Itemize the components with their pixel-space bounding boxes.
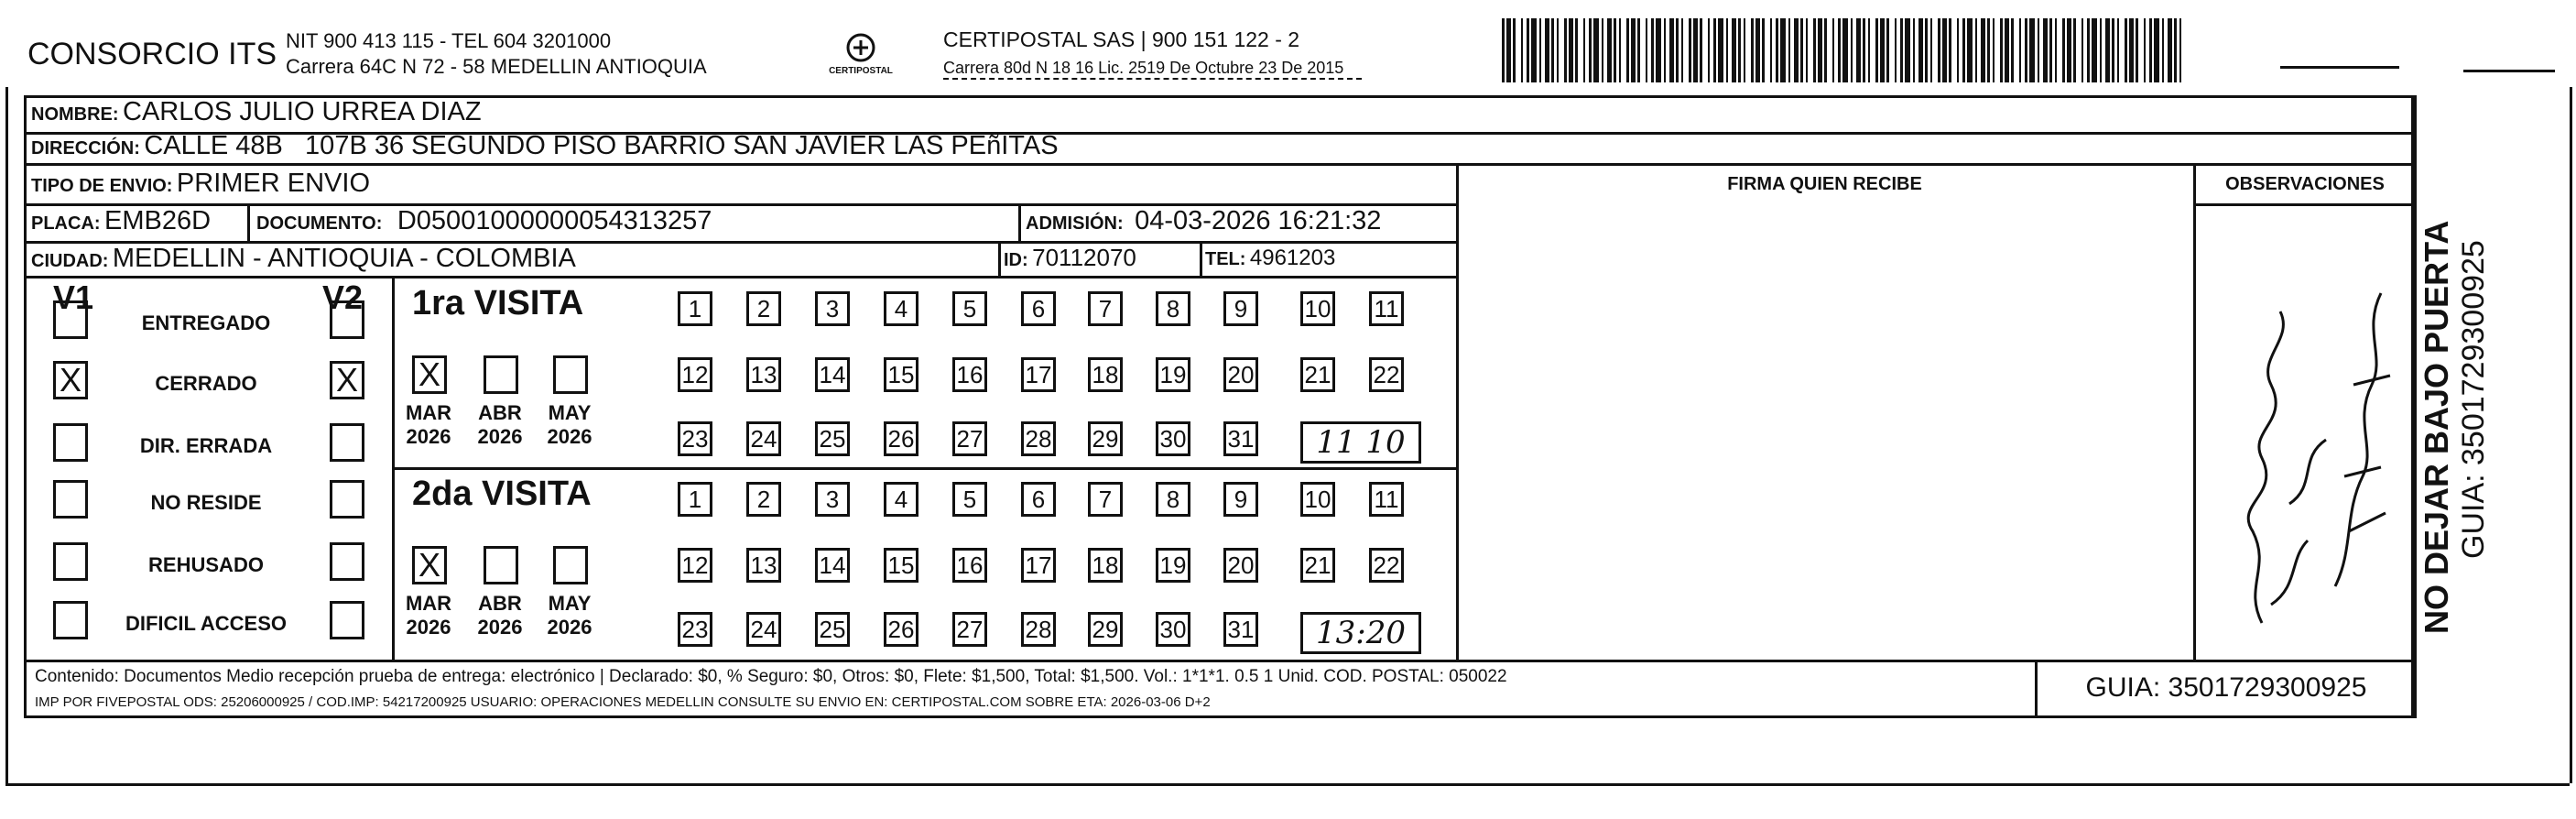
month-year: 2026 xyxy=(547,425,592,448)
month-checkbox[interactable] xyxy=(553,355,588,394)
barcode-bar xyxy=(1506,18,1511,82)
day-box[interactable]: 25 xyxy=(815,421,850,456)
month-year: 2026 xyxy=(406,425,451,448)
company-name: CONSORCIO ITS xyxy=(27,37,277,71)
day-box[interactable]: 3 xyxy=(815,291,850,326)
barcode-bar xyxy=(1513,18,1516,82)
barcode-bar xyxy=(2062,18,2065,82)
barcode-bar xyxy=(1930,18,1932,82)
day-box[interactable]: 18 xyxy=(1088,548,1123,583)
barcode-bar xyxy=(1726,18,1728,82)
barcode-bar xyxy=(2162,18,2164,82)
barcode-bar xyxy=(2168,18,2172,82)
divider xyxy=(247,203,250,242)
divider xyxy=(24,276,1457,278)
company-address: Carrera 64C N 72 - 58 MEDELLIN ANTIOQUIA xyxy=(286,55,707,78)
company-nit: NIT 900 413 115 - TEL 604 3201000 xyxy=(286,29,612,52)
month-label xyxy=(542,401,597,449)
day-box[interactable]: 31 xyxy=(1223,421,1258,456)
day-box[interactable]: 15 xyxy=(884,357,918,392)
barcode-bar xyxy=(2136,18,2138,82)
day-box[interactable]: 25 xyxy=(815,612,850,647)
divider xyxy=(5,87,8,783)
handwritten-time: 11 10 xyxy=(1300,421,1421,464)
barcode-bar xyxy=(1669,18,1674,82)
month-name: MAR xyxy=(405,592,452,615)
month-name: ABR xyxy=(478,401,522,424)
barcode-bar xyxy=(1780,18,1786,82)
day-box[interactable]: 20 xyxy=(1223,548,1258,583)
barcode-bar xyxy=(1676,18,1679,82)
v1-checkbox[interactable] xyxy=(53,300,88,339)
day-box[interactable]: 23 xyxy=(678,612,712,647)
barcode-bar xyxy=(1957,18,1959,82)
barcode-bar xyxy=(1818,18,1822,82)
barcode-bar xyxy=(1824,18,1827,82)
month-label xyxy=(401,592,456,639)
day-box[interactable]: 13 xyxy=(746,357,781,392)
admission-cell xyxy=(1026,206,1381,236)
day-box[interactable]: 29 xyxy=(1088,612,1123,647)
city-cell xyxy=(31,244,576,274)
day-box[interactable]: 4 xyxy=(884,482,918,517)
barcode-bar xyxy=(2144,18,2146,82)
barcode-bar xyxy=(1856,18,1861,82)
day-box[interactable]: 26 xyxy=(884,612,918,647)
day-box[interactable]: 16 xyxy=(952,548,987,583)
barcode-bar xyxy=(1708,18,1710,82)
barcode-bar xyxy=(1981,18,1985,82)
barcode-bar xyxy=(1993,18,1994,82)
barcode-bar xyxy=(1880,18,1885,82)
month-label xyxy=(473,592,527,639)
barcode-bar xyxy=(1842,18,1848,82)
barcode-bar xyxy=(1938,18,1940,82)
day-box[interactable]: 27 xyxy=(952,612,987,647)
barcode-bar xyxy=(1949,18,1951,82)
day-box[interactable]: 1 xyxy=(678,482,712,517)
barcode-bar xyxy=(2100,18,2102,82)
day-box[interactable]: 13 xyxy=(746,548,781,583)
month-name: MAY xyxy=(548,401,592,424)
day-box[interactable]: 17 xyxy=(1021,548,1056,583)
month-checkbox[interactable]: X xyxy=(412,355,447,394)
barcode-bar xyxy=(1602,18,1603,82)
day-box[interactable]: 8 xyxy=(1156,482,1190,517)
barcode-bar xyxy=(1656,18,1661,82)
barcode-bar xyxy=(2154,18,2159,82)
visit-title: 1ra VISITA xyxy=(412,284,584,322)
month-checkbox[interactable] xyxy=(553,546,588,584)
v1-checkbox[interactable] xyxy=(53,480,88,519)
tel-cell xyxy=(1205,246,1335,271)
barcode-bar xyxy=(1762,18,1765,82)
day-box[interactable]: 30 xyxy=(1156,421,1190,456)
barcode-bar xyxy=(1626,18,1629,82)
barcode-bar xyxy=(1664,18,1666,82)
barcode-bar xyxy=(2005,18,2009,82)
day-box[interactable]: 19 xyxy=(1156,548,1190,583)
barcode-bar xyxy=(1575,18,1578,82)
day-box[interactable]: 3 xyxy=(815,482,850,517)
status-option-label: DIR. ERRADA xyxy=(139,434,273,457)
barcode-bar xyxy=(1557,18,1559,82)
signature-header: FIRMA QUIEN RECIBE xyxy=(1727,174,1922,194)
plate-cell xyxy=(31,206,211,236)
send-type-row xyxy=(31,169,370,199)
barcode-bar xyxy=(2073,18,2076,82)
barcode-bar xyxy=(2087,18,2090,82)
day-box[interactable]: 1 xyxy=(678,291,712,326)
v2-checkbox[interactable] xyxy=(330,300,364,339)
barcode-bar xyxy=(1776,18,1778,82)
barcode-bar xyxy=(2129,18,2134,82)
day-box[interactable]: 4 xyxy=(884,291,918,326)
barcode-bar xyxy=(1569,18,1573,82)
day-box[interactable]: 14 xyxy=(815,357,850,392)
day-box[interactable]: 28 xyxy=(1021,421,1056,456)
barcode-bar xyxy=(1502,18,1505,82)
barcode-bar xyxy=(1913,18,1915,82)
barcode-bar xyxy=(1521,18,1523,82)
day-box[interactable]: 5 xyxy=(952,482,987,517)
day-box[interactable]: 21 xyxy=(1300,357,1335,392)
barcode-bar xyxy=(1651,18,1654,82)
barcode-bar xyxy=(2067,18,2071,82)
barcode-bar xyxy=(1751,18,1754,82)
day-box[interactable]: 10 xyxy=(1300,291,1335,326)
day-box[interactable]: 20 xyxy=(1223,357,1258,392)
barcode-bar xyxy=(1900,18,1903,82)
barcode-bar xyxy=(1589,18,1592,82)
admission-label: ADMISIÓN: xyxy=(1026,213,1124,234)
barcode-bar xyxy=(1718,18,1723,82)
barcode-bar xyxy=(1614,18,1616,82)
month-year: 2026 xyxy=(477,425,523,448)
send-type: PRIMER ENVIO xyxy=(176,169,371,198)
admission-value: 04-03-2026 16:21:32 xyxy=(1135,206,1382,235)
status-option-label: CERRADO xyxy=(155,372,257,395)
barcode-bar xyxy=(2112,18,2114,82)
status-option-label: REHUSADO xyxy=(148,553,264,576)
day-box[interactable]: 10 xyxy=(1300,482,1335,517)
divider xyxy=(2414,95,2417,718)
barcode-bar xyxy=(1918,18,1923,82)
barcode-bar xyxy=(1583,18,1585,82)
barcode-bar xyxy=(1905,18,1910,82)
recipient-name: CARLOS JULIO URREA DIAZ xyxy=(123,97,482,126)
day-box[interactable]: 18 xyxy=(1088,357,1123,392)
v1-checkbox[interactable] xyxy=(53,423,88,462)
day-box[interactable]: 23 xyxy=(678,421,712,456)
barcode-bar xyxy=(2011,18,2014,82)
barcode-bar xyxy=(1700,18,1702,82)
day-box[interactable]: 9 xyxy=(1223,482,1258,517)
v2-checkbox[interactable] xyxy=(330,601,364,639)
observations-header: OBSERVACIONES xyxy=(2225,174,2385,194)
day-box[interactable]: 12 xyxy=(678,357,712,392)
barcode-bar xyxy=(1619,18,1621,82)
divider xyxy=(998,241,1001,276)
barcode-bar xyxy=(1637,18,1640,82)
day-box[interactable]: 5 xyxy=(952,291,987,326)
v1-label: V1 xyxy=(53,278,94,316)
id-cell xyxy=(1004,244,1136,272)
barcode-bar xyxy=(1732,18,1736,82)
status-option-label: NO RESIDE xyxy=(150,491,262,514)
city-value: MEDELLIN - ANTIOQUIA - COLOMBIA xyxy=(112,244,576,273)
barcode-bar xyxy=(1539,18,1541,82)
tel-label: TEL: xyxy=(1205,249,1246,269)
barcode-bar xyxy=(1631,18,1636,82)
month-year: 2026 xyxy=(477,616,523,639)
barcode-bar xyxy=(2092,18,2097,82)
day-box[interactable]: 22 xyxy=(1369,357,1404,392)
day-box[interactable]: 2 xyxy=(746,482,781,517)
day-box[interactable]: 9 xyxy=(1223,291,1258,326)
day-box[interactable]: 7 xyxy=(1088,482,1123,517)
day-box[interactable]: 21 xyxy=(1300,548,1335,583)
divider xyxy=(392,467,1456,470)
v2-label: V2 xyxy=(322,278,364,316)
day-box[interactable]: 29 xyxy=(1088,421,1123,456)
footer-guide: GUIA: 3501729300925 xyxy=(2085,672,2367,703)
barcode-bar xyxy=(1967,18,1973,82)
v2-checkbox[interactable] xyxy=(330,542,364,581)
divider xyxy=(2570,87,2572,783)
recipient-name-row xyxy=(31,97,482,127)
recipient-address-row xyxy=(31,131,1059,161)
month-year: 2026 xyxy=(406,616,451,639)
barcode-bar xyxy=(1832,18,1834,82)
barcode-bar xyxy=(2038,18,2039,82)
plate-label: PLACA: xyxy=(31,213,101,234)
v1-checkbox[interactable] xyxy=(53,542,88,581)
divider xyxy=(5,783,2570,786)
barcode-bar xyxy=(1851,18,1853,82)
day-box[interactable]: 6 xyxy=(1021,291,1056,326)
barcode-bar xyxy=(1794,18,1799,82)
barcode-bar xyxy=(1551,18,1554,82)
divider xyxy=(2193,203,2413,206)
month-checkbox[interactable]: X xyxy=(412,546,447,584)
barcode-bar xyxy=(1895,18,1897,82)
side-warning: NO DEJAR BAJO PUERTA xyxy=(2418,220,2455,634)
barcode-bar xyxy=(2055,18,2057,82)
divider xyxy=(2035,660,2038,718)
barcode-bar xyxy=(1886,18,1889,82)
day-box[interactable]: 11 xyxy=(1369,482,1404,517)
barcode-bar xyxy=(1738,18,1741,82)
day-box[interactable]: 27 xyxy=(952,421,987,456)
carrier-name: CERTIPOSTAL SAS | 900 151 122 - 2 xyxy=(943,27,1300,51)
send-type-label: TIPO DE ENVIO: xyxy=(31,176,173,196)
barcode-bar xyxy=(1531,18,1537,82)
carrier-address: Carrera 80d N 18 16 Lic. 2519 De Octubre 23 De 2015 xyxy=(943,59,1362,80)
barcode-bar xyxy=(1689,18,1691,82)
barcode-bar xyxy=(2049,18,2052,82)
print-line: IMP POR FIVEPOSTAL ODS: 25206000925 / COD.IMP: 54217200925 USUARIO: OPERACIONES MEDELLIN CONSULTE SU ENVIO EN: CERTIPOSTAL.COM SOBRE ETA: 2026-03-06 D+2 xyxy=(35,694,1211,710)
barcode-bar xyxy=(2117,18,2119,82)
barcode-bar xyxy=(1987,18,1990,82)
barcode-bar xyxy=(1593,18,1599,82)
day-box[interactable]: 16 xyxy=(952,357,987,392)
divider xyxy=(1018,203,1021,242)
id-value: 70112070 xyxy=(1032,244,1136,271)
month-checkbox[interactable] xyxy=(484,546,518,584)
v1-checkbox[interactable]: X xyxy=(53,361,88,399)
barcode-bar xyxy=(2081,18,2083,82)
v1-checkbox[interactable] xyxy=(53,601,88,639)
barcode-bar xyxy=(1755,18,1760,82)
barcode-bar xyxy=(1607,18,1612,82)
barcode-bar xyxy=(2029,18,2035,82)
day-box[interactable]: 30 xyxy=(1156,612,1190,647)
barcode-bar xyxy=(1646,18,1647,82)
month-year: 2026 xyxy=(547,616,592,639)
day-box[interactable]: 24 xyxy=(746,612,781,647)
month-label xyxy=(401,401,456,449)
divider xyxy=(2463,70,2555,72)
barcode-icon xyxy=(1502,18,2189,82)
id-label: ID: xyxy=(1004,250,1028,270)
barcode-bar xyxy=(2105,18,2110,82)
barcode-bar xyxy=(1813,18,1816,82)
month-checkbox[interactable] xyxy=(484,355,518,394)
barcode-bar xyxy=(1713,18,1716,82)
status-option-label: ENTREGADO xyxy=(141,311,271,334)
month-name: MAR xyxy=(405,401,452,424)
divider xyxy=(1456,163,1459,660)
divider xyxy=(2280,66,2399,69)
handwritten-time: 13:20 xyxy=(1300,612,1421,654)
document-label: DOCUMENTO: xyxy=(256,213,383,234)
barcode-bar xyxy=(1744,18,1745,82)
month-name: ABR xyxy=(478,592,522,615)
barcode-bar xyxy=(1681,18,1683,82)
logo-caption: CERTIPOSTAL xyxy=(829,66,893,76)
day-box[interactable]: 15 xyxy=(884,548,918,583)
day-box[interactable]: 7 xyxy=(1088,291,1123,326)
certipostal-logo-icon xyxy=(815,27,907,82)
day-box[interactable]: 11 xyxy=(1369,291,1404,326)
divider xyxy=(1200,241,1202,276)
barcode-bar xyxy=(1838,18,1841,82)
month-label xyxy=(542,592,597,639)
barcode-bar xyxy=(2019,18,2021,82)
barcode-bar xyxy=(2174,18,2177,82)
barcode-bar xyxy=(1942,18,1947,82)
city-label: CIUDAD: xyxy=(31,251,109,271)
v2-checkbox[interactable]: X xyxy=(330,361,364,399)
status-option-label: DIFICIL ACCESO xyxy=(125,612,287,635)
barcode-bar xyxy=(2043,18,2048,82)
barcode-bar xyxy=(2000,18,2003,82)
name-label: NOMBRE: xyxy=(31,104,119,125)
month-name: MAY xyxy=(548,592,592,615)
document-cell xyxy=(256,206,712,236)
divider xyxy=(24,163,2414,166)
day-box[interactable]: 8 xyxy=(1156,291,1190,326)
barcode-bar xyxy=(1962,18,1965,82)
barcode-bar xyxy=(1770,18,1772,82)
tel-value: 4961203 xyxy=(1249,246,1336,270)
day-box[interactable]: 31 xyxy=(1223,612,1258,647)
day-box[interactable]: 6 xyxy=(1021,482,1056,517)
barcode-bar xyxy=(1875,18,1878,82)
barcode-bar xyxy=(1693,18,1698,82)
barcode-bar xyxy=(2025,18,2027,82)
barcode-bar xyxy=(1868,18,1870,82)
plate-value: EMB26D xyxy=(104,206,212,235)
v2-checkbox[interactable] xyxy=(330,423,364,462)
day-box[interactable]: 17 xyxy=(1021,357,1056,392)
barcode-bar xyxy=(1975,18,1977,82)
day-box[interactable]: 26 xyxy=(884,421,918,456)
document-value: D05001000000054313257 xyxy=(397,206,712,235)
barcode-bar xyxy=(1788,18,1790,82)
day-box[interactable]: 24 xyxy=(746,421,781,456)
day-box[interactable]: 28 xyxy=(1021,612,1056,647)
recipient-address: CALLE 48B 107B 36 SEGUNDO PISO BARRIO SAN JAVIER LAS PEñITAS xyxy=(144,131,1059,160)
day-box[interactable]: 22 xyxy=(1369,548,1404,583)
month-label xyxy=(473,401,527,449)
barcode-bar xyxy=(2149,18,2152,82)
v2-checkbox[interactable] xyxy=(330,480,364,519)
day-box[interactable]: 2 xyxy=(746,291,781,326)
barcode-bar xyxy=(1564,18,1567,82)
divider xyxy=(2193,163,2196,660)
barcode-bar xyxy=(1806,18,1808,82)
barcode-bar xyxy=(2179,18,2181,82)
barcode-bar xyxy=(1925,18,1928,82)
side-guide: GUIA: 3501729300925 xyxy=(2456,240,2491,559)
contents-line: Contenido: Documentos Medio recepción prueba de entrega: electrónico | Declarado: $0, % Seguro: $0, Otros: $0, Flete: $1,500, Total: $1,500. Vol.: 1*1*1. 0.5 1 Unid. COD. POSTAL: 050022 xyxy=(35,667,1507,686)
visit-title: 2da VISITA xyxy=(412,475,592,513)
barcode-bar xyxy=(1863,18,1865,82)
divider xyxy=(24,660,2414,662)
day-box[interactable]: 19 xyxy=(1156,357,1190,392)
barcode-bar xyxy=(1527,18,1529,82)
day-box[interactable]: 12 xyxy=(678,548,712,583)
barcode-bar xyxy=(1545,18,1549,82)
barcode-bar xyxy=(1800,18,1803,82)
handwritten-signature-icon xyxy=(2207,238,2408,641)
address-label: DIRECCIÓN: xyxy=(31,138,140,158)
barcode-bar xyxy=(2125,18,2127,82)
day-box[interactable]: 14 xyxy=(815,548,850,583)
